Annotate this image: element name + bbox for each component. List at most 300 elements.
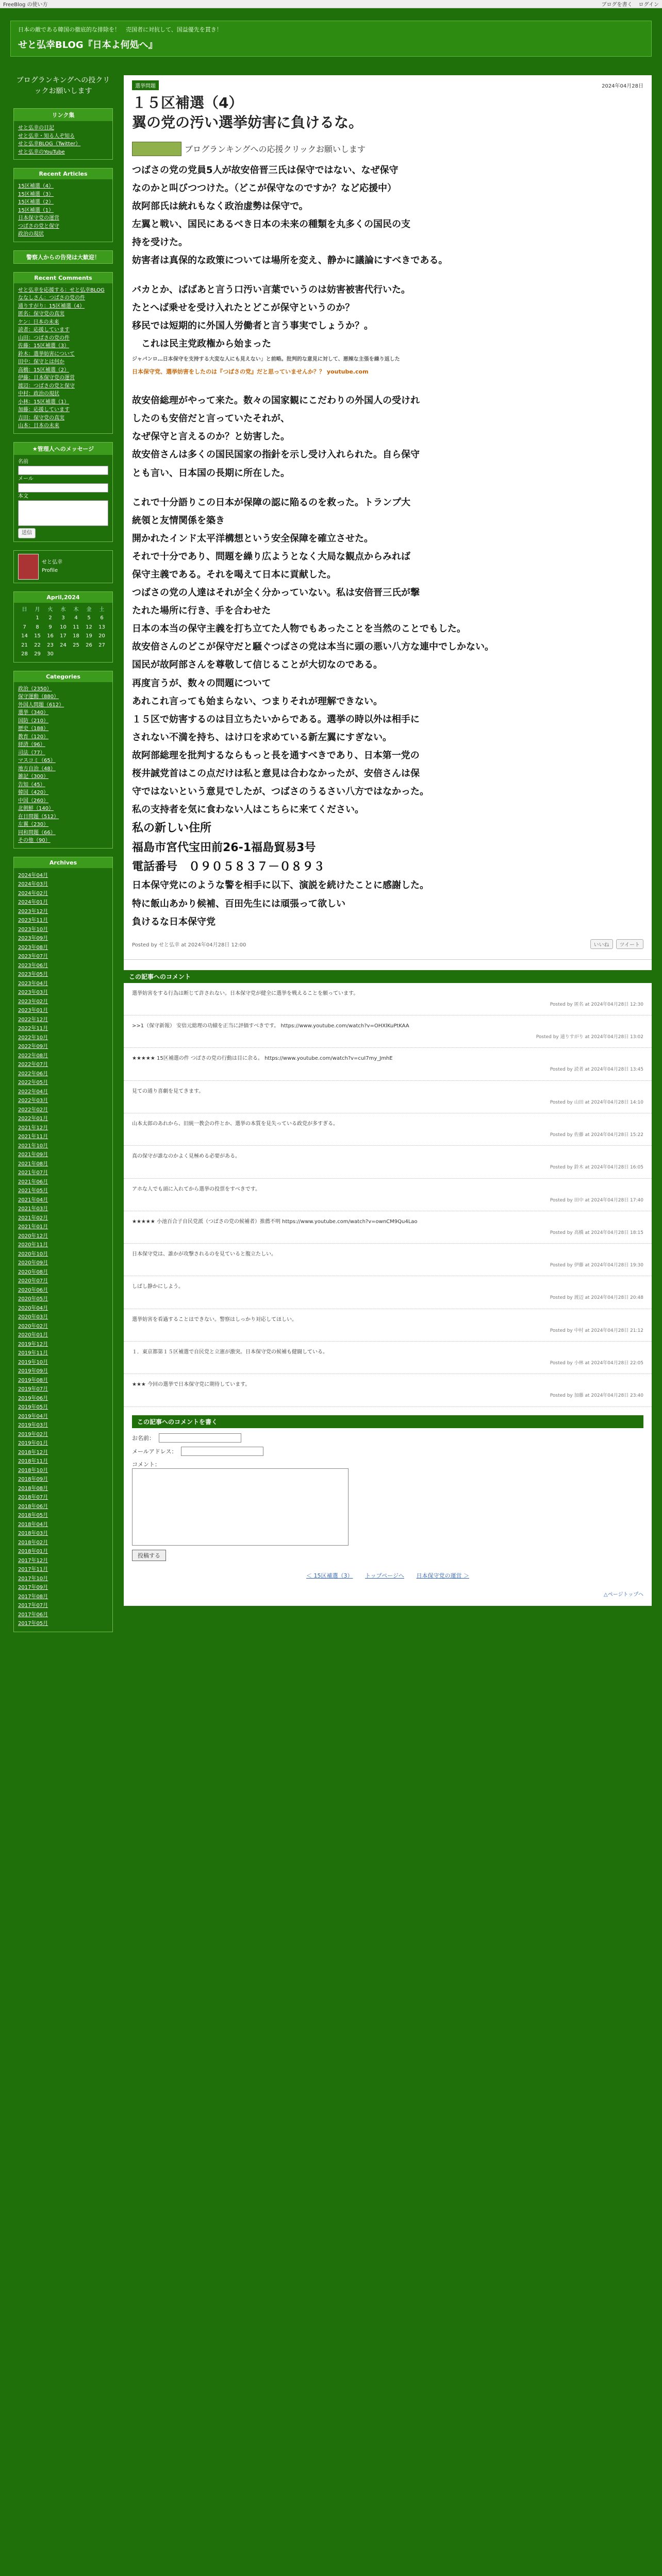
archive-link[interactable]: 2023年12月: [18, 908, 48, 914]
recent-comment-link[interactable]: 通りすがり：15区補選（4）: [18, 303, 85, 309]
comment: [124, 1276, 652, 1309]
archive-link[interactable]: 2018年11月: [18, 1459, 48, 1464]
archive-link[interactable]: 2020年01月: [18, 1332, 48, 1338]
calendar-day[interactable]: 2: [48, 615, 52, 621]
recent-comment-link[interactable]: 小林：15区補選（1）: [18, 399, 70, 405]
recent-articles-box: [13, 168, 113, 242]
comment: [124, 1211, 652, 1244]
archive-link[interactable]: 2018年08月: [18, 1485, 48, 1492]
archive-link[interactable]: 2024年03月: [18, 882, 48, 887]
recent-article-link[interactable]: 15区補選（2）: [18, 199, 54, 205]
post-title-line1: １５区補選（4）: [132, 94, 243, 111]
comment-text: 日本保守党は、誰かが攻撃されるのを見ていると腹立たしい。: [132, 1251, 276, 1258]
message-mail-label: メール: [18, 476, 34, 482]
calendar-day[interactable]: 14: [21, 633, 28, 639]
paragraph-1: [132, 161, 643, 270]
archives-title: Archives: [14, 857, 112, 868]
category-link[interactable]: 司法（77）: [18, 750, 45, 756]
body-line: これは民主党政権から始まった: [132, 338, 271, 350]
archive-link[interactable]: 2019年10月: [18, 1359, 48, 1365]
comment-meta: Posted by 鈴木 at 2024年04月28日 16:05: [550, 1165, 643, 1171]
archive-link[interactable]: 2021年02月: [18, 1215, 48, 1221]
archive-link[interactable]: 2022年01月: [18, 1116, 48, 1122]
address-line3: 電話番号 ０９０５８３７－０８９３: [132, 860, 325, 874]
archive-link[interactable]: 2018年12月: [18, 1449, 48, 1455]
like-button[interactable]: いいね: [590, 939, 613, 949]
recent-article-link[interactable]: 日本保守党の運営: [18, 215, 59, 221]
calendar-day[interactable]: 6: [100, 615, 104, 621]
message-body-label: 本文: [18, 493, 28, 499]
calendar-day[interactable]: 20: [98, 633, 105, 639]
comment-meta: Posted by 佐藤 at 2024年04月28日 15:22: [550, 1132, 643, 1138]
comment-text: 真の保守が誰なのかよく見極める必要がある。: [132, 1154, 240, 1160]
recent-comment-link[interactable]: 田中：保守とは何か: [18, 359, 64, 365]
calendar-weekday: 金: [86, 606, 92, 613]
calendar-day[interactable]: 9: [48, 624, 52, 630]
login-link[interactable]: ログイン: [638, 2, 659, 8]
calendar-day[interactable]: 27: [98, 642, 105, 648]
archive-link[interactable]: 2020年09月: [18, 1260, 48, 1266]
message-send-button[interactable]: 送信: [18, 528, 36, 538]
archive-link[interactable]: 2018年09月: [18, 1477, 48, 1482]
archive-link[interactable]: 2022年06月: [18, 1071, 48, 1077]
archive-link[interactable]: 2022年09月: [18, 1044, 48, 1049]
archive-link[interactable]: 2023年08月: [18, 944, 48, 951]
recent-comment-link[interactable]: せと弘幸を応援する：せと弘幸BLOG: [18, 287, 105, 293]
calendar-day[interactable]: 30: [47, 651, 54, 657]
archive-link[interactable]: 2019年06月: [18, 1395, 48, 1401]
calendar-day[interactable]: 25: [73, 642, 79, 648]
address-line1: 私の新しい住所: [132, 822, 212, 835]
category-link[interactable]: マスコミ（65）: [18, 758, 56, 764]
archive-link[interactable]: 2019年07月: [18, 1386, 48, 1392]
calendar-day: [70, 650, 82, 659]
category-link[interactable]: 選挙（340）: [18, 710, 49, 716]
body-line: 日本保守党にのような警を相手に以下、演説を続けたことに感謝した。: [132, 880, 429, 891]
sidebar-link[interactable]: せと弘幸の日記: [18, 125, 54, 131]
archive-link[interactable]: 2022年10月: [18, 1035, 48, 1041]
comment-form: [124, 1407, 652, 1606]
archive-link[interactable]: 2020年05月: [18, 1296, 48, 1302]
comment-textarea[interactable]: [132, 1468, 349, 1546]
post-date: 2024年04月28日: [602, 83, 643, 89]
archive-link[interactable]: 2019年08月: [18, 1377, 48, 1383]
calendar: [18, 606, 108, 659]
comment-text: しばし静かにしよう。: [132, 1284, 184, 1290]
calendar-weekday: 月: [35, 606, 40, 613]
archive-link[interactable]: 2019年01月: [18, 1440, 48, 1446]
calendar-day[interactable]: 24: [60, 642, 67, 648]
body-line: 故安倍総理がやって来た。数々の国家観にこだわりの外国人の受けれ: [132, 395, 420, 406]
body-line: つばさの党の党員5人が故安倍晋三氏は保守ではない、なぜ保守: [132, 164, 399, 176]
recent-comment-link[interactable]: 匿名：保守党の真実: [18, 311, 64, 317]
blog-title[interactable]: せと弘幸BLOG『日本よ何処へ』: [18, 40, 158, 50]
calendar-day[interactable]: 23: [47, 642, 54, 648]
write-blog-link[interactable]: ブログを書く: [601, 2, 633, 8]
calendar-day[interactable]: 26: [86, 642, 92, 648]
archive-link[interactable]: 2020年03月: [18, 1314, 48, 1320]
archive-link[interactable]: 2018年05月: [18, 1513, 48, 1518]
calendar-day[interactable]: 7: [23, 624, 26, 630]
archive-link[interactable]: 2019年02月: [18, 1431, 48, 1437]
archive-link[interactable]: 2017年07月: [18, 1603, 48, 1608]
body-line: 持を受けた。: [132, 236, 188, 248]
recent-article-link[interactable]: 15区補選（4）: [18, 183, 54, 189]
calendar-body: [14, 603, 112, 662]
archive-link[interactable]: 2017年12月: [18, 1557, 48, 1564]
calendar-day[interactable]: 16: [47, 633, 54, 639]
body-line: たれた場所に行き、手を合わせた: [132, 605, 271, 617]
comment-text: 選挙妨害をする行為は断じて許されない。日本保守党が健全に選挙を戦えることを願っています。: [132, 990, 359, 996]
category-link[interactable]: 教育（120）: [18, 734, 49, 740]
archive-link[interactable]: 2018年10月: [18, 1467, 48, 1473]
submit-button[interactable]: 投稿する: [132, 1550, 166, 1561]
ranking-banner-image[interactable]: [132, 142, 181, 156]
archive-link[interactable]: 2023年10月: [18, 926, 48, 933]
comment: [124, 1244, 652, 1276]
blog-header: [10, 21, 652, 57]
calendar-day[interactable]: 18: [73, 633, 79, 639]
next-post-link[interactable]: 日本保守党の運営 ＞: [416, 1572, 469, 1579]
archive-link[interactable]: 2023年02月: [18, 998, 48, 1005]
comment-text: >>1（保守新報） 安倍元総理の功績を正当に評価すべきです。 https://www.youtube.com/watch?v=OHXlKuPtKAA: [132, 1023, 409, 1029]
archive-link[interactable]: 2020年02月: [18, 1323, 48, 1329]
paragraph-4: [132, 494, 643, 819]
name-label: お名前：: [132, 1434, 155, 1442]
calendar-day[interactable]: 8: [36, 624, 39, 630]
archive-link[interactable]: 2022年03月: [18, 1098, 48, 1104]
blog-description: 日本の敵である韓国の徹底的な排除を！ 売国者に対抗して、国益優先を貫き！: [18, 26, 222, 33]
recent-comment-link[interactable]: 伊藤：日本保守党の運営: [18, 375, 75, 381]
mail-input[interactable]: [181, 1447, 263, 1456]
article: [124, 75, 652, 960]
body-line: 開かれたインド太平洋構想という安全保障を確立させた。: [132, 533, 373, 544]
comment: [124, 1146, 652, 1178]
body-line: 移民では短期的に外国人労働者と言う事実でしょうか？。: [132, 320, 373, 332]
paragraph-5: [132, 876, 643, 930]
calendar-weekday: 木: [73, 606, 79, 613]
archive-link[interactable]: 2023年03月: [18, 990, 48, 995]
recent-comment-link[interactable]: 読者：応援しています: [18, 327, 70, 333]
calendar-box: [13, 591, 113, 663]
body-line: されない不満を持ち、はけ口を求めている新左翼にすぎない。: [132, 732, 392, 743]
comment-text: ★★★★★ 小池百合子自民党派（つばさの党の候補者）推薦不明 https://www.youtube.com/watch?v=ownCM9Qu4Lao: [132, 1218, 418, 1225]
archive-link[interactable]: 2021年01月: [18, 1224, 48, 1230]
category-link[interactable]: 地方自治（48）: [18, 766, 56, 772]
archive-link[interactable]: 2018年06月: [18, 1503, 48, 1510]
body-line: 故安倍さんは多くの国民国家の指針を示し受け入れられた。自ら保守: [132, 449, 420, 461]
body-line: それで十分であり、問題を繰り広ようとなく大局な観点からみれば: [132, 551, 410, 562]
avatar[interactable]: [18, 554, 39, 580]
category-badge[interactable]: 選挙問題: [132, 80, 159, 90]
archive-link[interactable]: 2022年04月: [18, 1089, 48, 1095]
category-link[interactable]: 国防（210）: [18, 718, 49, 724]
calendar-day[interactable]: 13: [98, 624, 105, 630]
archive-link[interactable]: 2021年08月: [18, 1161, 48, 1167]
recent-comments-list: [14, 283, 112, 433]
recent-comment-link[interactable]: 高橋：15区補選（2）: [18, 367, 70, 373]
archive-link[interactable]: 2018年03月: [18, 1531, 48, 1536]
archive-link[interactable]: 2018年02月: [18, 1539, 48, 1546]
calendar-day: [57, 650, 70, 659]
recent-comment-link[interactable]: ケン：日本の未来: [18, 319, 59, 325]
links-box: [13, 108, 113, 160]
body-line: 負けるな日本保守党: [132, 916, 216, 927]
archive-link[interactable]: 2020年12月: [18, 1233, 48, 1239]
body-line: たとへば乗せを受け入れたとどこが保守というのか？: [132, 302, 355, 314]
comment: [124, 1081, 652, 1113]
archive-link[interactable]: 2018年07月: [18, 1495, 48, 1500]
main-content: [124, 75, 652, 1606]
post-title: [132, 93, 643, 132]
category-link[interactable]: 歴史（188）: [18, 726, 49, 732]
profile-box: [13, 550, 113, 583]
body-line: 左翼と戦い、国民にあるべき日本の未来の種類を丸多くの国民の支: [132, 218, 410, 230]
archive-link[interactable]: 2023年09月: [18, 936, 48, 941]
comment: [124, 983, 652, 1015]
prev-post-link[interactable]: ＜ 15区補選（3）: [306, 1572, 353, 1579]
recent-comment-link[interactable]: 山田：つばさの党の件: [18, 335, 70, 341]
comment-text: １．東京都第１５区補選で自民党と立憲が激突。日本保守党の候補も健闘している。: [132, 1349, 328, 1355]
archive-link[interactable]: 2022年08月: [18, 1053, 48, 1059]
archive-link[interactable]: 2019年05月: [18, 1404, 48, 1410]
archive-link[interactable]: 2019年09月: [18, 1368, 48, 1374]
category-link[interactable]: 同和問題（66）: [18, 829, 56, 836]
comment-text: 見ての通り喜劇を見てきます。: [132, 1088, 204, 1094]
archive-link[interactable]: 2021年06月: [18, 1179, 48, 1185]
archive-link[interactable]: 2023年01月: [18, 1008, 48, 1013]
archive-link[interactable]: 2019年04月: [18, 1413, 48, 1419]
category-link[interactable]: 在日問題（512）: [18, 814, 59, 820]
links-list: [14, 121, 112, 159]
recent-comment-link[interactable]: ななしさん：つばさの党の件: [18, 295, 85, 301]
archive-link[interactable]: 2022年07月: [18, 1062, 48, 1067]
profile-name[interactable]: せと弘幸: [42, 560, 62, 565]
topbar-right: [602, 0, 659, 8]
archive-link[interactable]: 2020年10月: [18, 1251, 48, 1257]
comments-list: [124, 983, 652, 1407]
body-line: なぜ保守と言えるのか？と妨害した。: [132, 431, 290, 443]
body-line: したのも安倍だと言っていたそれが、: [132, 413, 290, 425]
category-link[interactable]: 保守運動（880）: [18, 694, 59, 700]
address-line2: 福島市宮代宝田前26-1福島貿易3号: [132, 841, 316, 854]
recent-comments-box: [13, 272, 113, 434]
post-navigation: [132, 1571, 643, 1580]
category-link[interactable]: その他（90）: [18, 838, 51, 843]
archive-link[interactable]: 2020年11月: [18, 1242, 48, 1248]
archive-link[interactable]: 2021年11月: [18, 1134, 48, 1140]
comment: [124, 1179, 652, 1211]
comment-meta: Posted by 高橋 at 2024年04月28日 18:15: [550, 1230, 643, 1235]
archive-link[interactable]: 2017年06月: [18, 1612, 48, 1618]
calendar-day: [95, 650, 108, 659]
archive-link[interactable]: 2020年08月: [18, 1269, 48, 1275]
topbar-left-link[interactable]: FreeBlog の使い方: [3, 2, 48, 8]
archive-link[interactable]: 2023年11月: [18, 918, 48, 923]
recent-article-link[interactable]: 15区補選（3）: [18, 191, 54, 197]
archive-link[interactable]: 2023年04月: [18, 980, 48, 987]
sidebar-intro[interactable]: ブログランキングへの投クリックお願いします: [16, 76, 110, 95]
posted-by: Posted by せと弘幸 at 2024年04月28日 12:00: [132, 942, 246, 948]
calendar-day[interactable]: 17: [60, 633, 67, 639]
archive-link[interactable]: 2023年06月: [18, 962, 48, 969]
calendar-day[interactable]: 12: [86, 624, 92, 630]
archive-link[interactable]: 2018年04月: [18, 1521, 48, 1528]
mail-row: [132, 1447, 643, 1456]
note-1: ジャパンロ…日本保守を支持する大変な人にも見えない」と前略。批判的な意見に対して、悪辣な主張を繰り返した: [132, 356, 400, 362]
page-wrapper: [0, 8, 662, 2576]
archive-link[interactable]: 2024年01月: [18, 900, 48, 905]
message-name-label: 名前: [18, 459, 28, 465]
article-body: [132, 161, 643, 931]
comment-text: 山本太郎のあれから、旧統一教会の件とか、選挙の本質を見失っている政党が多すぎる。: [132, 1121, 338, 1127]
category-link[interactable]: 韓国（420）: [18, 790, 49, 795]
body-line: 守ではないという意見でしたが、つばさのうるさい八方ではなかった。: [132, 786, 429, 798]
recent-articles-title: Recent Articles: [14, 168, 112, 179]
message-mail-input[interactable]: [18, 483, 108, 493]
calendar-day[interactable]: 22: [34, 642, 41, 648]
ranking-banner-text[interactable]: ブログランキングへの応援クリックお願いします: [185, 144, 366, 155]
comment-meta: Posted by 小林 at 2024年04月28日 22:05: [550, 1361, 643, 1366]
category-link[interactable]: 雑記（300）: [18, 774, 49, 779]
top-toolbar: [0, 0, 662, 8]
recent-comment-link[interactable]: 山本：日本の未来: [18, 423, 59, 429]
post-title-line2: 翼の党の汚い選挙妨害に負けるな。: [132, 113, 363, 131]
category-link[interactable]: 中国（260）: [18, 798, 49, 804]
archive-link[interactable]: 2023年07月: [18, 954, 48, 959]
ranking-banner[interactable]: [132, 142, 643, 156]
category-link[interactable]: 政治（2350）: [18, 686, 52, 692]
archive-link[interactable]: 2022年02月: [18, 1107, 48, 1113]
profile-note[interactable]: Profile: [42, 567, 58, 573]
body-line: なのかと叫びつつけた。（どこが保守なのですか？など応援中）: [132, 182, 396, 194]
sidebar: [10, 75, 116, 1640]
calendar-day[interactable]: 29: [34, 651, 41, 657]
comment-text: ★★★★★ 15区補選の件 つばさの党の行動は目に余る。 https://www.youtube.com/watch?v=cuI7my_JmhE: [132, 1056, 393, 1062]
calendar-day[interactable]: 1: [36, 615, 39, 621]
recent-articles-list: [14, 179, 112, 242]
page-top-link[interactable]: △ページトップへ: [604, 1591, 643, 1598]
recent-comment-link[interactable]: 渡辺：つばさの党と保守: [18, 383, 75, 389]
archive-link[interactable]: 2022年12月: [18, 1016, 48, 1023]
recent-article-link[interactable]: つばさの党と保守: [18, 223, 59, 229]
archive-link[interactable]: 2017年05月: [18, 1621, 48, 1626]
archive-link[interactable]: 2024年02月: [18, 890, 48, 896]
tweet-button[interactable]: ツイート: [616, 939, 644, 949]
calendar-day[interactable]: 5: [87, 615, 91, 621]
archive-link[interactable]: 2017年09月: [18, 1585, 48, 1590]
calendar-day[interactable]: 21: [21, 642, 28, 648]
comment-meta: Posted by 渡辺 at 2024年04月28日 20:48: [550, 1295, 643, 1301]
archive-link[interactable]: 2023年05月: [18, 972, 48, 977]
comment: [124, 1342, 652, 1374]
archive-link[interactable]: 2021年04月: [18, 1197, 48, 1203]
recent-comment-link[interactable]: 佐藤：15区補選（3）: [18, 343, 70, 349]
sidebar-link[interactable]: せと弘幸のYouTube: [18, 149, 65, 155]
comment-label: コメント：: [132, 1461, 160, 1468]
calendar-day[interactable]: 28: [21, 651, 28, 657]
category-link[interactable]: 告知（45）: [18, 782, 45, 788]
calendar-day[interactable]: 11: [73, 624, 79, 630]
archive-link[interactable]: 2020年04月: [18, 1305, 48, 1311]
archive-link[interactable]: 2021年07月: [18, 1170, 48, 1176]
message-title: ★管理人へのメッセージ: [14, 443, 112, 455]
share-buttons: [590, 939, 644, 949]
archive-link[interactable]: 2021年05月: [18, 1188, 48, 1194]
sidebar-link[interactable]: せと弘幸・知る人ぞ知る: [18, 133, 75, 139]
archive-link[interactable]: 2017年11月: [18, 1567, 48, 1572]
categories-list: [14, 682, 112, 848]
body-line: 特に飯山あかり候補、百田先生には頑張って欲しい: [132, 898, 345, 909]
category-link[interactable]: 経済（96）: [18, 742, 45, 748]
top-page-link[interactable]: トップページへ: [365, 1572, 404, 1579]
recent-comment-link[interactable]: 吉田：保守党の真実: [18, 415, 64, 421]
message-body-input[interactable]: [18, 500, 108, 526]
name-input[interactable]: [159, 1433, 241, 1443]
archive-link[interactable]: 2022年05月: [18, 1080, 48, 1086]
recent-comments-title: Recent Comments: [14, 273, 112, 283]
comment-meta: Posted by 読者 at 2024年04月28日 13:45: [550, 1067, 643, 1073]
recent-article-link[interactable]: 15区補選（1）: [18, 207, 54, 213]
calendar-weekday: 土: [99, 606, 105, 613]
calendar-day[interactable]: 10: [60, 624, 67, 630]
archive-link[interactable]: 2024年04月: [18, 872, 48, 878]
category-link[interactable]: 北朝鮮（140）: [18, 806, 54, 811]
calendar-day[interactable]: 3: [61, 615, 65, 621]
archive-link[interactable]: 2020年07月: [18, 1278, 48, 1284]
message-name-input[interactable]: [18, 466, 108, 475]
calendar-title: April,2024: [14, 592, 112, 603]
archive-link[interactable]: 2019年12月: [18, 1341, 48, 1347]
archive-link[interactable]: 2017年10月: [18, 1575, 48, 1582]
comment-meta: Posted by 田中 at 2024年04月28日 17:40: [550, 1197, 643, 1203]
paragraph-3: [132, 392, 643, 482]
recent-comment-link[interactable]: 鈴木：選挙妨害について: [18, 351, 75, 357]
youtube-link-1[interactable]: 日本保守党、選挙妨害をしたのは『つばさの党』だと思っていませんか？？ youtube.com: [132, 368, 369, 375]
mail-label: メールアドレス：: [132, 1448, 177, 1455]
calendar-day[interactable]: 15: [34, 633, 41, 639]
recent-comment-link[interactable]: 加藤：応援しています: [18, 407, 70, 413]
archive-link[interactable]: 2018年01月: [18, 1549, 48, 1554]
links-title: リンク集: [14, 109, 112, 121]
archive-link[interactable]: 2021年03月: [18, 1206, 48, 1212]
archive-link[interactable]: 2019年11月: [18, 1350, 48, 1356]
archive-link[interactable]: 2020年06月: [18, 1287, 48, 1293]
calendar-day[interactable]: 19: [86, 633, 92, 639]
category-link[interactable]: 左翼（230）: [18, 822, 49, 827]
body-line: 再度言うが、数々の問題について: [132, 677, 271, 689]
paragraph-2: [132, 281, 643, 353]
archive-link[interactable]: 2017年08月: [18, 1594, 48, 1600]
comments-heading: この記事へのコメント: [124, 970, 652, 983]
body-line: 保守主義である。それを喝えて日本に貢献した。: [132, 569, 336, 580]
archive-link[interactable]: 2021年09月: [18, 1152, 48, 1158]
archive-link[interactable]: 2022年11月: [18, 1026, 48, 1031]
sidebar-link[interactable]: せと弘幸BLOG（Twitter）: [18, 141, 81, 147]
archives-list: [14, 868, 112, 1632]
body-line: 統領と友情関係を築き: [132, 515, 225, 526]
post-footer: [132, 939, 643, 949]
comment-meta: Posted by 伊藤 at 2024年04月28日 19:30: [550, 1263, 643, 1268]
recent-comment-link[interactable]: 中村：政治の現状: [18, 391, 59, 397]
archive-link[interactable]: 2021年10月: [18, 1143, 48, 1149]
archive-link[interactable]: 2021年12月: [18, 1125, 48, 1131]
calendar-day[interactable]: 4: [74, 615, 78, 621]
recent-article-link[interactable]: 政治の現状: [18, 231, 44, 237]
archive-link[interactable]: 2019年03月: [18, 1422, 48, 1428]
category-link[interactable]: 外国人問題（612）: [18, 702, 64, 708]
calendar-weekday: 日: [22, 606, 27, 613]
